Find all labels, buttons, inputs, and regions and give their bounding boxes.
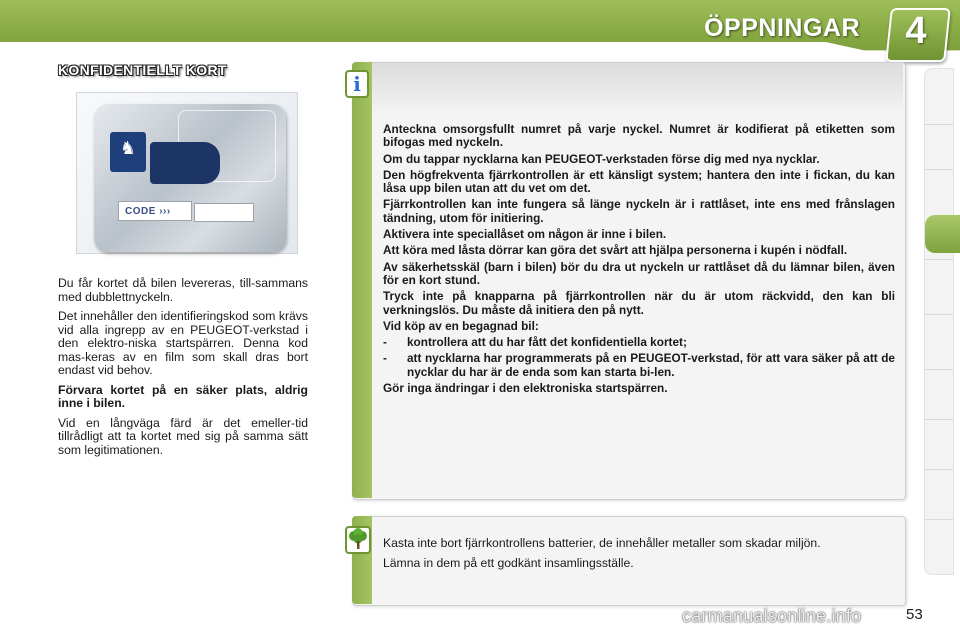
info-paragraph: Vid köp av en begagnad bil: [383,318,539,333]
info-paragraph: Gör inga ändringar i den elektroniska startspärren. [383,381,668,396]
tab-chapter-4-active[interactable] [925,215,960,253]
info-paragraph: Tryck inte på knapparna på fjärrkontrollen när du är utom räckvidd, den kan bli verkningslös. Du måste då initiera den på nytt. [383,289,895,317]
tree-icon-svg [347,528,369,552]
info-box-stripe [352,62,372,498]
chapter-number: 4 [905,10,927,52]
list-item [383,336,895,349]
tab-divider [925,259,953,260]
section-title: KONFIDENTIELLT KORT [58,62,227,78]
tab-divider [925,124,953,125]
info-paragraph: Att köra med låsta dörrar kan göra det svårt att hjälpa personerna i kupén i nödfall. [383,243,848,258]
info-paragraph: Anteckna omsorgsfullt numret på varje nyckel. Numret är kodifierat på etiketten som bifogas med nyckeln. [383,122,895,150]
environment-box-text [383,537,895,576]
left-body-text [58,277,308,463]
info-paragraph: Den högfrekventa fjärrkontrollen är ett känsligt system; hantera den inte i fickan, du kan låsa upp bilen utan att du vet om det. [383,167,895,196]
paragraph-bold: Förvara kortet på en säker plats, aldrig inne i bilen. [58,382,308,410]
eco-paragraph: Lämna in dem på ett godkänt insamlingsställe. [383,555,634,570]
tab-divider [925,519,953,520]
dash-bullet: - [383,351,387,366]
eco-paragraph: Kasta inte bort fjärrkontrollens batterier, de innehåller metaller som skadar miljön. [383,536,821,550]
paragraph: Du får kortet då bilen levereras, till-sammans med dubblettnyckeln. [58,276,308,304]
tab-divider [925,419,953,420]
info-paragraph: Fjärrkontrollen kan inte fungera så länge nyckeln är i rattlåset, inte ens med frånslagen tändning, utom för initiering. [383,197,895,225]
tree-icon [345,526,371,554]
lion-icon: ♞ [119,138,137,158]
tab-divider [925,369,953,370]
tab-divider [925,314,953,315]
paragraph: Vid en långväga färd är det emeller-tid tillrådligt att ta kortet med sig på samma sätt som legitimationen. [58,415,308,457]
paragraph: Det innehåller den identifieringskod som krävs vid alla ingrepp av en PEUGEOT-verkstad i den elektro-niska startspärren. Denna kod mas-keras av en film som skall dras bort endast vid behov. [58,309,308,377]
watermark: carmanualsonline.info [682,606,862,626]
chapter-tabs [924,68,954,575]
tab-divider [925,169,953,170]
list-item [383,352,895,379]
header-divider [0,42,960,56]
card-code-field [194,203,254,222]
dash-bullet: - [383,335,387,350]
info-box-text [383,123,895,398]
info-paragraph: Om du tappar nycklarna kan PEUGEOT-verkstaden förse dig med nya nycklar. [383,151,820,166]
card-code-label: CODE ››› [118,201,192,221]
info-paragraph: Av säkerhetsskäl (barn i bilen) bör du dra ut nyckeln ur rattlåset då du lämnar bilen, även för en kort stund. [383,259,895,287]
info-box-header-shade [372,63,903,115]
page-number: 53 [906,606,923,623]
key-icon [150,142,220,184]
tab-divider [925,469,953,470]
page-title: ÖPPNINGAR [704,14,860,42]
list-item-text: att nycklarna har programmerats på en PEUGEOT-verkstad, för att vara säker på att de nycklar du har är de enda som kan starta bi-len. [407,351,895,379]
list-item-text: kontrollera att du har fått det konfidentiella kortet; [407,335,687,350]
info-paragraph: Aktivera inte speciallåset om någon är inne i bilen. [383,227,667,242]
info-icon: i [345,70,369,98]
